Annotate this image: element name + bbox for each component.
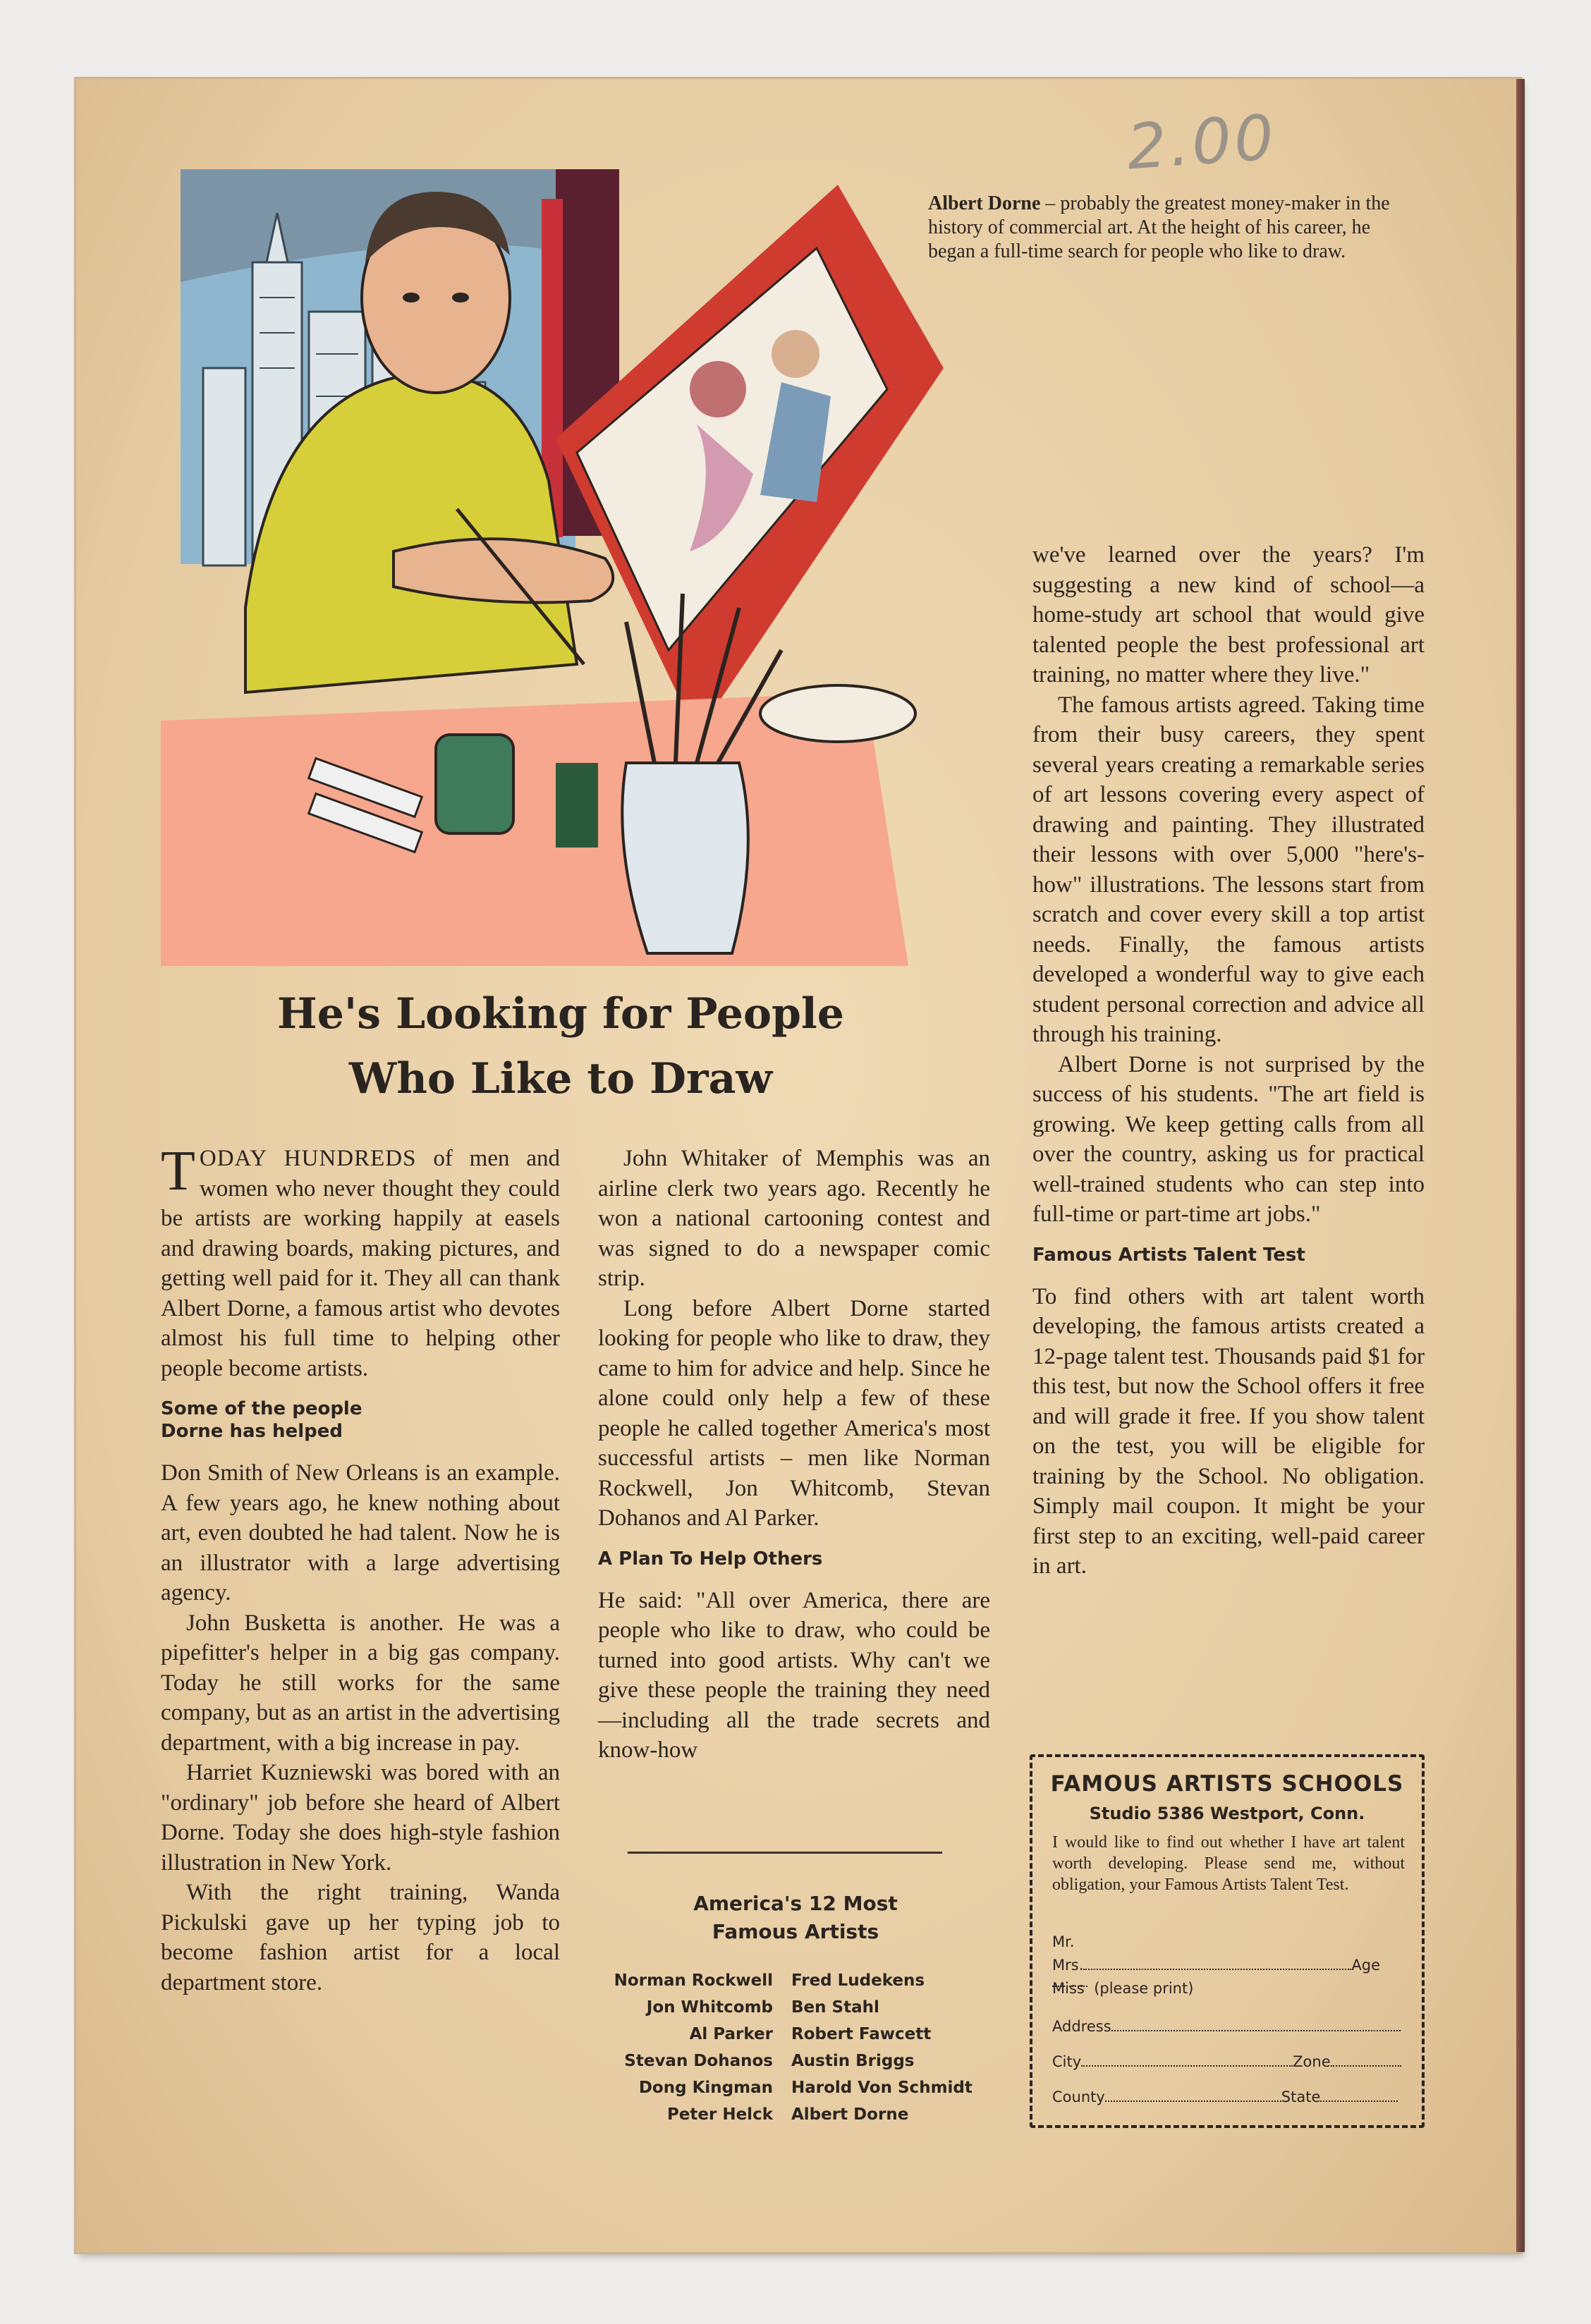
field-label: Miss: [1052, 1980, 1085, 1997]
artist-name: Fred Ludekens: [791, 1971, 925, 1990]
subhead-people-helped: [161, 1398, 560, 1443]
subhead-plan: A Plan To Help Others: [598, 1548, 823, 1570]
paragraph: Albert Dorne is not surprised by the success of his students. "The art field is growing. We keep getting calls from all over the country, asking us for practical well-trained students who can step into full-time or part-time art jobs.": [1032, 1051, 1425, 1227]
field-label: County: [1052, 2088, 1105, 2105]
field-label: Mr.: [1052, 1933, 1075, 1950]
field-label: Address: [1052, 2018, 1111, 2035]
article-column-1: [161, 1140, 560, 1998]
illustration-caption: [928, 192, 1394, 264]
coupon-address: Studio 5386 Westport, Conn.: [1089, 1804, 1365, 1823]
paragraph: With the right training, Wanda Pickulski gave up her typing job to become fashion artist for a local department store.: [161, 1880, 560, 1995]
fill-line[interactable]: [1111, 2030, 1401, 2031]
coupon-body: I would like to find out whether I have art talent worth developing. Please send me, without obligation, your Famous Artists Talent Test.: [1052, 1833, 1405, 1894]
artist-name: Ben Stahl: [791, 1998, 879, 2017]
artist-name: Stevan Dohanos: [624, 2052, 773, 2070]
paragraph: John Busketta is another. He was a pipefitter's helper in a big gas company. Today he still works for the same company, but as an artist in the advertising department, with a big increase in pay.: [161, 1610, 560, 1756]
fill-line[interactable]: [1081, 2065, 1293, 2067]
coupon-field-miss[interactable]: [1052, 1980, 1405, 1997]
list-item: [578, 2021, 1016, 2048]
coupon-field-address[interactable]: [1052, 2018, 1405, 2035]
artist-name: Dong Kingman: [638, 2079, 773, 2097]
artist-name: Peter Helck: [666, 2105, 773, 2124]
artist-name: Albert Dorne: [791, 2105, 909, 2124]
brush-jar: [622, 763, 748, 953]
artist-name: Robert Fawcett: [791, 2025, 932, 2043]
headline: [162, 981, 959, 1111]
drop-cap: T: [161, 1140, 195, 1202]
headline-line-1: He's Looking for People: [277, 989, 844, 1039]
subhead-line-2: Dorne has helped: [161, 1421, 343, 1442]
paragraph: He said: "All over America, there are people who like to draw, who could be turned into good artists. Why can't we give these people the training they need—including all the trade secrets and know-how: [598, 1587, 990, 1763]
subhead-line-1: Some of the people: [161, 1398, 362, 1419]
fill-line[interactable]: [1331, 2065, 1401, 2067]
list-item: [578, 1994, 1016, 2021]
fill-line[interactable]: [1320, 2100, 1398, 2102]
artist-name: Jon Whitcomb: [646, 1998, 773, 2017]
list-item: [578, 2048, 1016, 2074]
coupon-field-mr[interactable]: [1052, 1933, 1405, 1950]
paragraph: The famous artists agreed. Taking time from their busy careers, they spent several years creating a remarkable series of art lessons covering every aspect of drawing and painting. They illustrated their lessons with over 5,000 "here's-how" illustrations. The lessons start from scratch and cover every skill a top artist needs. Finally, the famous artists developed a wonderful way to give each student personal correction and advice all through his training.: [1032, 692, 1425, 1047]
artists-title-line-1: America's 12 Most: [693, 1892, 898, 1915]
fill-line[interactable]: [1083, 1969, 1351, 1970]
coupon-title: FAMOUS ARTISTS SCHOOLS: [1050, 1771, 1404, 1797]
list-item: [578, 2074, 1016, 2101]
field-label-zone: Zone: [1293, 2053, 1331, 2070]
list-item: [578, 2101, 1016, 2128]
fill-line[interactable]: [1105, 2100, 1281, 2102]
artists-list-title: [598, 1890, 993, 1946]
artists-title-line-2: Famous Artists: [712, 1920, 879, 1943]
headline-line-2: Who Like to Draw: [348, 1054, 773, 1103]
caption-name: Albert Dorne: [928, 192, 1041, 214]
field-label: City: [1052, 2053, 1082, 2070]
article-column-3: [1032, 540, 1425, 1582]
artist-name: Al Parker: [689, 2025, 773, 2043]
paragraph: John Whitaker of Memphis was an airline clerk two years ago. Recently he won a national cartooning contest and was signed to do a newspaper comic strip.: [598, 1146, 990, 1291]
coupon-field-county[interactable]: [1052, 2088, 1405, 2105]
albert-dorne-illustration: [161, 157, 958, 966]
paragraph: To find others with art talent worth developing, the famous artists created a 12-page talent test. Thousands paid $1 for this test, but now the School offers it free and will grade it free. If you show talent on the test, you will be eligible for training by the School. No obligation. Simply mail coupon. It might be your first step to an exciting, well-paid career in art.: [1032, 1283, 1425, 1579]
field-hint: (please print): [1094, 1980, 1194, 1997]
lead-caps: ODAY HUNDREDS: [199, 1146, 417, 1171]
field-label-age: Age: [1351, 1957, 1380, 1974]
divider-rule: [628, 1852, 942, 1854]
paragraph: we've learned over the years? I'm suggesting a new kind of school—a home-study art school that would give talented people the best professional art training, no matter where they live.": [1032, 542, 1425, 687]
coupon-field-city[interactable]: [1052, 2053, 1405, 2070]
mail-in-coupon[interactable]: [1030, 1754, 1425, 2128]
paragraph: Long before Albert Dorne started looking for people who like to draw, they came to him for advice and help. Since he alone could only help a few of these people he called together America's most successful artists – men like Norman Rockwell, Jon Whitcomb, Stevan Dohanos and Al Parker.: [598, 1295, 990, 1531]
price-pencil-mark: 2.00: [1124, 100, 1279, 184]
artists-list: [578, 1967, 1016, 2128]
field-label-state: State: [1281, 2088, 1321, 2105]
artist-name: Norman Rockwell: [614, 1971, 773, 1990]
artist-name: Austin Briggs: [791, 2052, 915, 2070]
paragraph: Don Smith of New Orleans is an example. A few years ago, he knew nothing about art, even doubted he had talent. Now he is an illustrator with a large advertising agency.: [161, 1460, 560, 1606]
field-label: Mrs.: [1052, 1957, 1084, 1974]
subhead-talent-test: Famous Artists Talent Test: [1032, 1244, 1305, 1266]
paragraph: of men and women who never thought they could be artists are working happily at easels and drawing boards, making pictures, and getting well paid for it. They all can thank Albert Dorne, a famous artist who devotes almost his full time to helping other people become artists.: [161, 1146, 560, 1381]
article-column-2: [598, 1144, 990, 1766]
paragraph: Harriet Kuzniewski was bored with an "ordinary" job before she heard of Albert Dorne. Today she does high-style fashion illustration in New York.: [161, 1760, 560, 1876]
caption-text: – probably the greatest money-maker in the history of commercial art. At the height of his career, he began a full-time search for people who like to draw.: [928, 192, 1390, 262]
artist-name: Harold Von Schmidt: [791, 2079, 973, 2097]
comic-spine-edge: [1516, 79, 1525, 2252]
list-item: [578, 1967, 1016, 1994]
